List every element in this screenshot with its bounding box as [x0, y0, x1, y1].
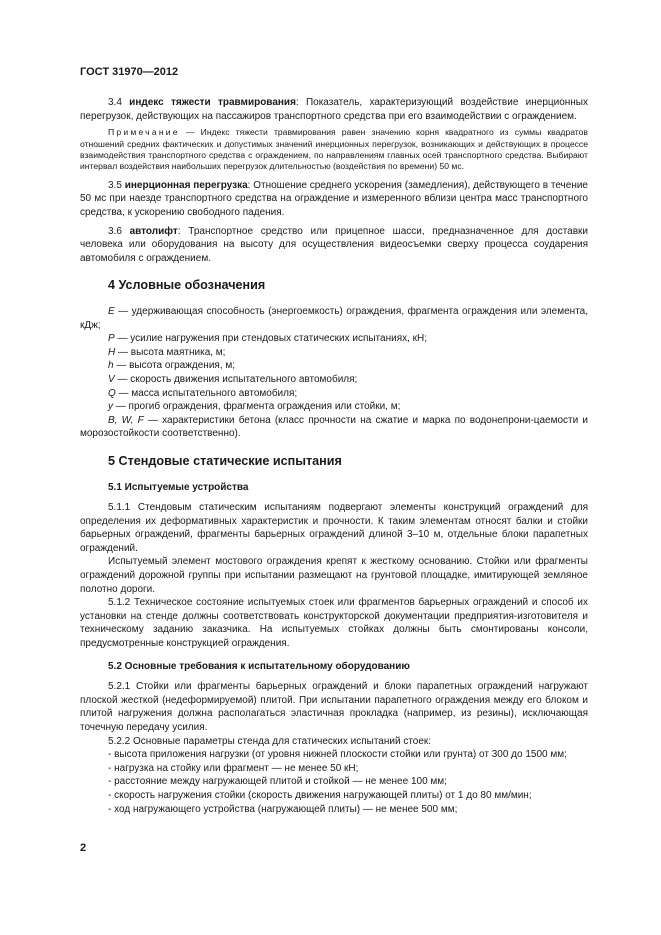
paragraph-5-1-2: 5.1.2 Техническое состояние испытуемых стоек или фрагментов барьерных ограждений и способ их установки на стенде должны соответствовать конструкторской документации предприятия-изготовителя и техническому заданию заказчика. На испытуемых стойках должны быть смонтированы консоли, предусмотренные конструкцией ограждения.	[80, 597, 588, 650]
term: индекс тяжести травмирования	[129, 97, 296, 108]
paragraph-5-2-2: 5.2.2 Основные параметры стенда для статических испытаний стоек:	[108, 735, 432, 747]
symbol-item	[80, 332, 588, 346]
symbol-item	[80, 387, 588, 401]
note-text: — Индекс тяжести травмирования равен значению корня квадратного из суммы квадратов отношений средних фактических и допустимых значений инерционных перегрузок, возникающих и действующих в процессе взаимодействия транспортного средства с ограждением, по направлениям главных осей транспортного средства. Выбирают интервал воздействия наибольших перегрузок длительностью (воздействия по времени) 50 мс.	[80, 127, 588, 172]
subsection-5-1-title: 5.1 Испытуемые устройства	[108, 481, 249, 493]
subsection-5-2-title: 5.2 Основные требования к испытательному оборудованию	[108, 660, 410, 672]
note-3-4	[80, 127, 588, 173]
page-header: ГОСТ 31970—2012	[80, 66, 179, 78]
symbol: y	[108, 401, 113, 413]
symbol-text: — характеристики бетона (класс прочности на сжатие и марка по водонепрони-цаемости и морозостойкости соответственно).	[80, 414, 588, 440]
symbol: E	[108, 305, 115, 317]
symbol-text: — скорость движения испытательного автомобиля;	[114, 373, 358, 385]
note-label: Примечание	[108, 127, 180, 138]
list-item: - нагрузка на стойку или фрагмент — не менее 50 кН;	[108, 762, 359, 774]
clause-number: 3.6	[108, 225, 130, 237]
symbol: h	[108, 360, 114, 372]
symbol-text: — масса испытательного автомобиля;	[115, 387, 298, 399]
symbol: Q	[108, 387, 116, 399]
paragraph-5-2-1: 5.2.1 Стойки или фрагменты барьерных ограждений и блоки парапетных ограждений нагружают плоской жесткой (недеформируемой) плитой. При испытании парапетного ограждения между его блоком и плитой нагружения должна располагаться эластичная прокладка (например, из резины), исключающая точечную передачу усилия.	[80, 681, 588, 733]
section-5-title: 5 Стендовые статические испытания	[108, 453, 342, 468]
list-item: - ход нагружающего устройства (нагружающей плиты) — не менее 500 мм;	[108, 803, 458, 815]
definition-text: : Отношение среднего ускорения (замедления), действующего в течение 50 мс при наезде транспортного средства на ограждение и измеренного вблизи центра масс транспортного средства, к ускорению свободного падения.	[80, 179, 588, 218]
symbol-item	[80, 305, 588, 332]
symbol-text: — высота маятника, м;	[115, 346, 226, 358]
symbol-item	[80, 373, 588, 387]
symbol-item	[80, 346, 588, 360]
symbol-text: — удерживающая способность (энергоемкость) ограждения, фрагмента ограждения или элемента, кДж;	[80, 305, 588, 331]
symbol-item	[80, 414, 588, 441]
definition-text: : Транспортное средство или прицепное шасси, предназначенное для доставки человека или оборудования на высоту для осуществления видеосъемки сверху процесса соударения автомобиля с ограждением.	[80, 225, 588, 264]
symbol: B, W, F	[108, 414, 144, 426]
symbol-text: — высота ограждения, м;	[113, 360, 236, 372]
list-item: - скорость нагружения стойки (скорость движения нагружающей плиты) от 1 до 80 мм/мин;	[108, 789, 532, 801]
list-item: - высота приложения нагрузки (от уровня нижней плоскости стойки или грунта) от 300 до 1500 мм;	[108, 749, 567, 761]
page-content	[80, 96, 588, 816]
definition-3-6	[80, 225, 588, 266]
section-4-title: 4 Условные обозначения	[108, 278, 266, 293]
paragraph-5-1-1: 5.1.1 Стендовым статическим испытаниям подвергают элементы конструкций ограждений для определения их деформативных характеристик и прочности. К таким элементам относят балки и стойки барьерных ограждений, фрагменты барьерных ограждений длиной 3–10 м, отдельные блоки парапетных ограждений.	[80, 502, 588, 554]
clause-number: 3.5	[108, 179, 125, 191]
symbol-text: — прогиб ограждения, фрагмента ограждения или стойки, м;	[113, 401, 401, 413]
paragraph-5-1-1b: Испытуемый элемент мостового ограждения крепят к жесткому основанию. Стойки или фрагменты ограждений дорожной группы при испытании размещают на грунтовой площадке, имитирующей земляное полотно дороги.	[80, 556, 588, 595]
definition-text: : Показатель, характеризующий воздействие инерционных перегрузок, действующих на пассажиров транспортного средства при его взаимодействии с ограждением.	[80, 97, 588, 122]
definition-3-4	[80, 96, 588, 123]
page-number: 2	[80, 842, 87, 854]
clause-number: 3.4	[108, 97, 130, 108]
term: автолифт	[129, 225, 178, 237]
definition-3-5	[80, 179, 588, 220]
symbol-item	[80, 400, 588, 414]
symbol: V	[108, 373, 115, 385]
term: инерционная перегрузка	[124, 179, 248, 191]
symbol: H	[108, 346, 116, 358]
symbol-text: — усилие нагружения при стендовых статических испытаниях, кН;	[114, 333, 428, 345]
symbol: P	[108, 333, 115, 345]
list-item: - расстояние между нагружающей плитой и стойкой — не менее 100 мм;	[108, 776, 447, 788]
symbol-item	[80, 359, 588, 373]
